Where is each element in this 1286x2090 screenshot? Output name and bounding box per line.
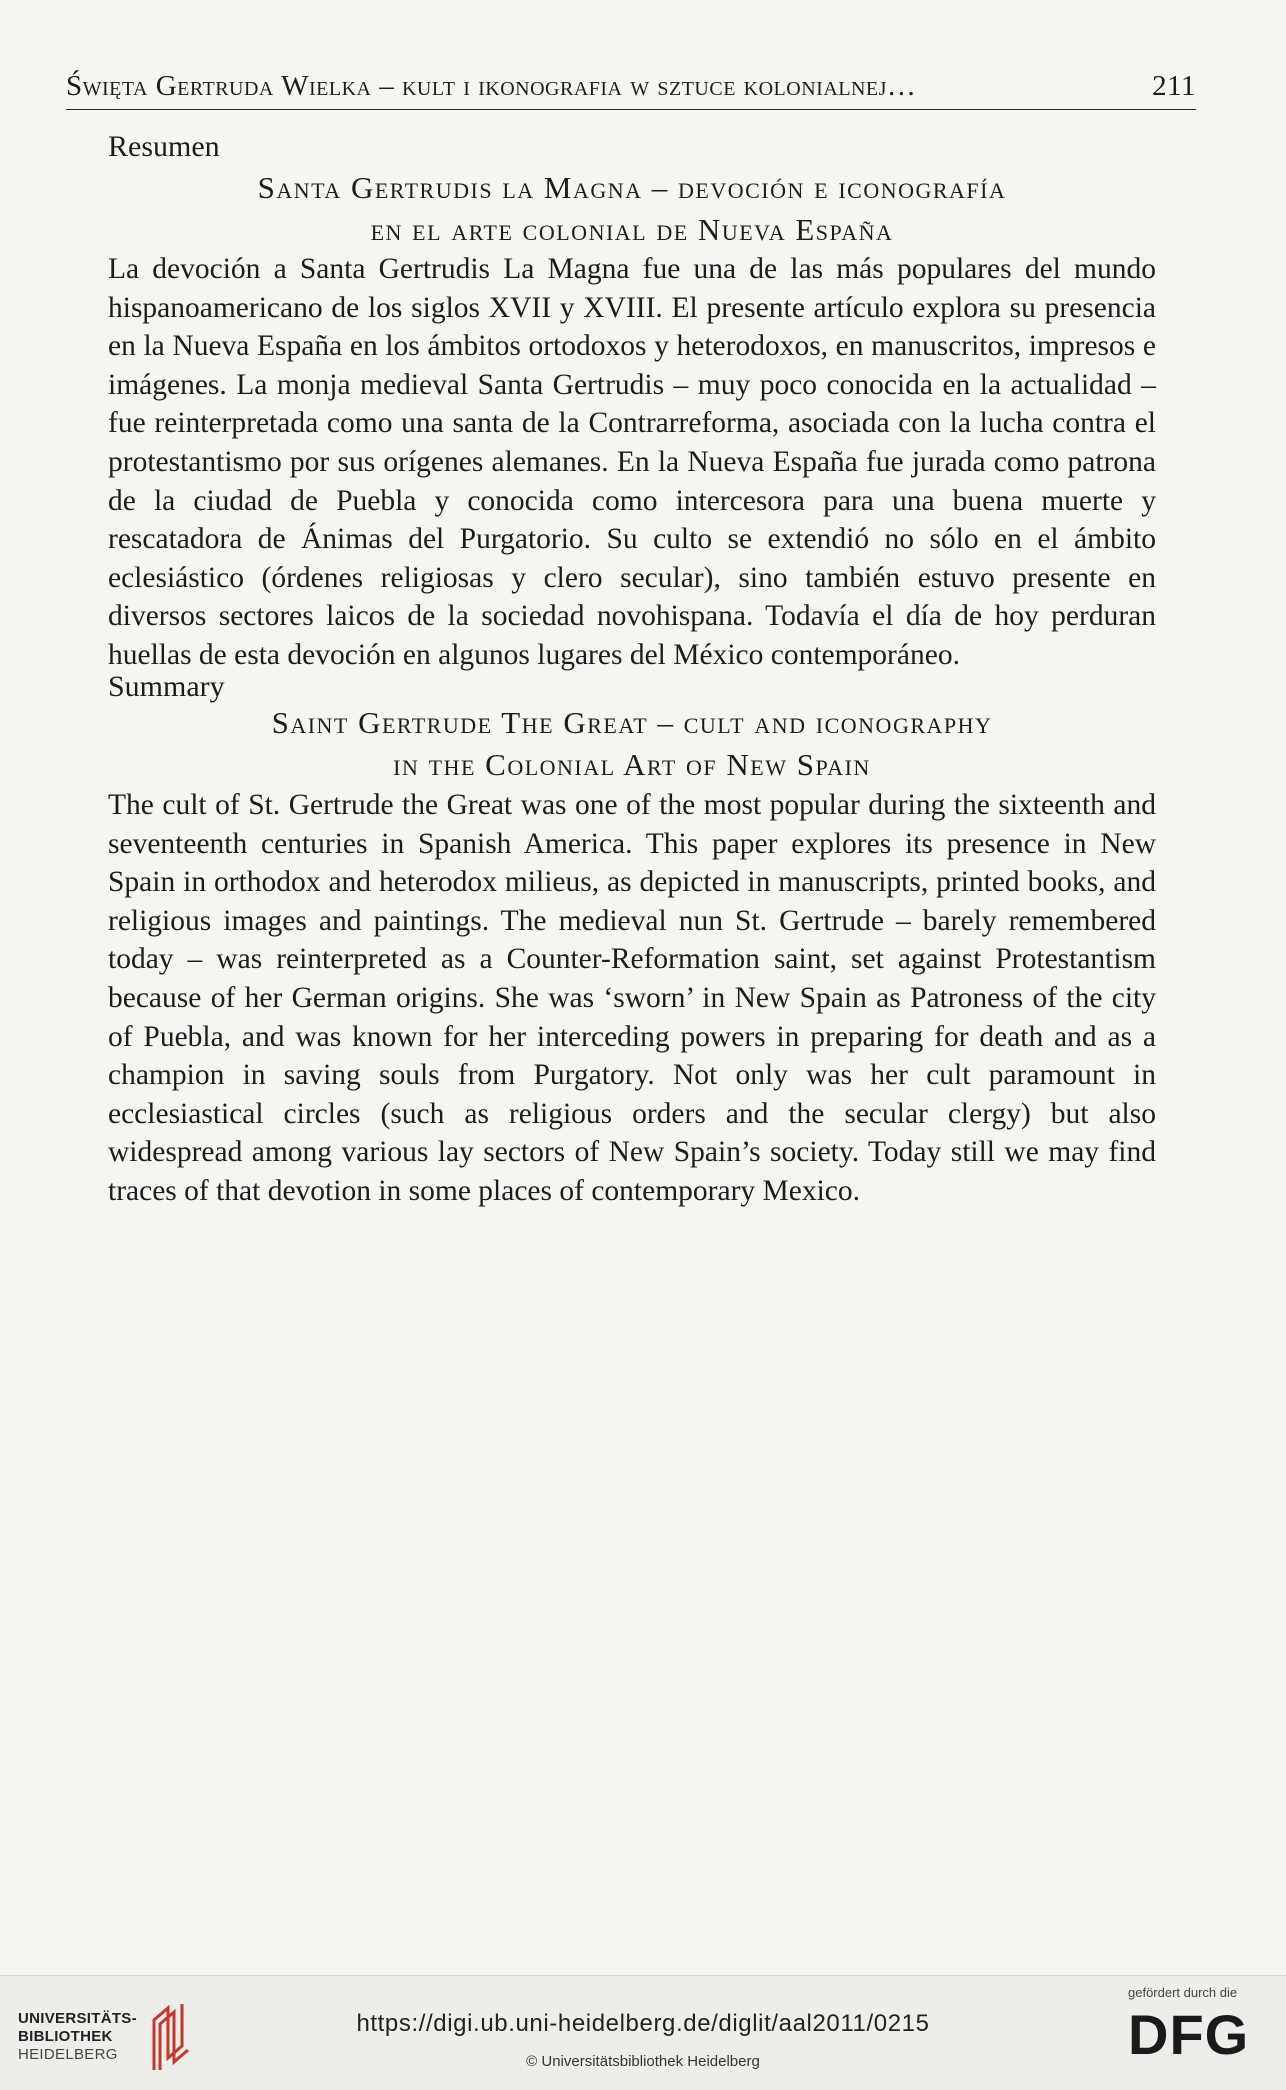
summary-title-line1: Saint Gertrude The Great – cult and iconography	[271, 705, 993, 740]
dfg-logo: DFG	[1128, 2003, 1250, 2066]
library-name-line2: BIBLIOTHEK	[18, 2028, 113, 2045]
library-name-line3: HEIDELBERG	[18, 2046, 118, 2063]
permalink-url[interactable]: https://digi.ub.uni-heidelberg.de/diglit/aal2011/0215	[356, 2010, 930, 2037]
page-number: 211	[1152, 70, 1196, 102]
summary-label: Summary	[108, 670, 225, 703]
resumen-title	[108, 167, 1156, 251]
funding-note: gefördert durch die	[1128, 1985, 1238, 2000]
summary-body: The cult of St. Gertrude the Great was one of the most popular during the sixteenth and seventeenth centuries in Spanish America. This paper explores its presence in New Spain in orthodox and heterodox milieus, as depicted in manuscripts, printed books, and religious images and paintings. The medieval nun St. Gertrude – barely remembered today – was reinterpreted as a Counter-Reformation saint, set against Protestantism because of her German origins. She was ‘sworn’ in New Spain as Patroness of the city of Puebla, and was known for her interceding powers in preparing for death and as a champion in saving souls from Purgatory. Not only was her cult paramount in ecclesiastical circles (such as religious orders and the secular clergy) but also widespread among various lay sectors of New Spain’s society. Today still we may find traces of that devotion in some places of contemporary Mexico.	[108, 789, 1156, 1207]
copyright-notice: © Universitätsbibliothek Heidelberg	[526, 2053, 760, 2070]
running-header	[66, 70, 1196, 110]
resumen-title-line2: en el arte colonial de Nueva España	[370, 212, 894, 247]
resumen-body: La devoción a Santa Gertrudis La Magna fue una de las más populares del mundo hispanoamericano de los siglos XVII y XVIII. El presente artículo explora su presencia en la Nueva España en los ámbitos ortodoxos y heterodoxos, en manuscritos, impresos e imágenes. La monja medieval Santa Gertrudis – muy poco conocida en la actualidad – fue reinterpretada como una santa de la Contrarreforma, asociada con la lucha contra el protestantismo por sus orígenes alemanes. En la Nueva España fue jurada como patrona de la ciudad de Puebla y conocida como intercesora para una buena muerte y rescatadora de Ánimas del Purgatorio. Su culto se extendió no sólo en el ámbito eclesiástico (órdenes religiosas y clero secular), sino también estuvo presente en diversos sectores laicos de la sociedad novohispana. Todavía el día de hoy perduran huellas de esta devoción en algunos lugares del México contemporáneo.	[108, 253, 1156, 671]
resumen-title-line1: Santa Gertrudis la Magna – devoción e iconografía	[257, 170, 1007, 205]
resumen-label: Resumen	[108, 130, 220, 163]
summary-title	[108, 702, 1156, 786]
library-name-line1: UNIVERSITÄTS-	[18, 2010, 137, 2027]
summary-title-line2: in the Colonial Art of New Spain	[393, 747, 871, 782]
running-title: Święta Gertruda Wielka – kult i ikonografia w sztuce kolonialnej…	[66, 70, 917, 102]
